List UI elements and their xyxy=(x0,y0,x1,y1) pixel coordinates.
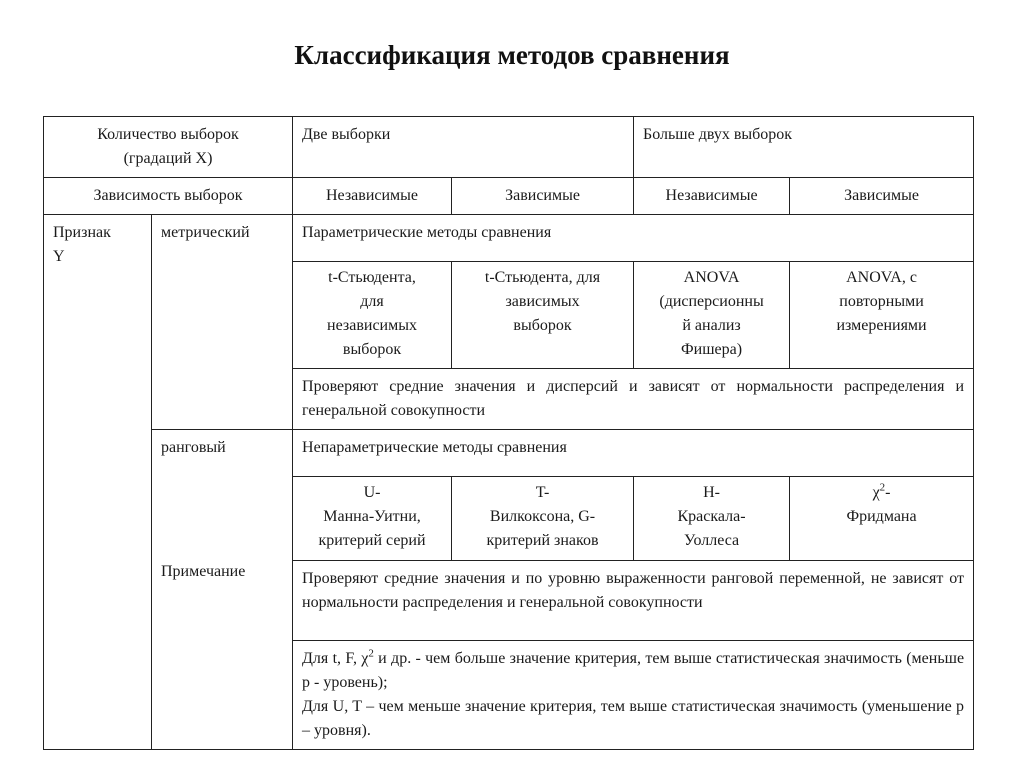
nonparam-method-kruskal-wallis: H- Краскала- Уоллеса xyxy=(634,477,790,561)
nonparam-method-friedman: $\chi^2-$ Фридмана xyxy=(790,477,974,561)
multi-independent-header: Независимые xyxy=(634,178,790,215)
nonparam-method-mann-whitney: U- Манна-Уитни, критерий серий xyxy=(293,477,452,561)
table-row xyxy=(44,215,974,262)
rank-type-cell: ранговый Примечание xyxy=(152,430,293,750)
more-samples-header: Больше двух выборок xyxy=(634,117,974,178)
param-method-anova-repeated: ANOVA, с повторными измерениями xyxy=(790,262,974,369)
table-row xyxy=(44,430,974,477)
metric-type-cell: метрический xyxy=(152,215,293,430)
parametric-methods-title: Параметрические методы сравнения xyxy=(293,215,974,262)
dependence-header: Зависимость выборок xyxy=(44,178,293,215)
classification-table xyxy=(43,116,974,750)
two-dependent-header: Зависимые xyxy=(452,178,634,215)
nonparametric-methods-title: Непараметрические методы сравнения xyxy=(293,430,974,477)
nonparam-method-wilcoxon: T- Вилкоксона, G- критерий знаков xyxy=(452,477,634,561)
two-samples-header: Две выборки xyxy=(293,117,634,178)
table-row xyxy=(44,117,974,178)
significance-note: Для t, F, $\chi^2$ и др. - чем больше значение критерия, тем выше статистическая значимость (меньше р - уровень); Для U, T – чем меньше значение критерия, тем выше статистическая значимость (уменьшение р – уровня). xyxy=(293,641,974,750)
param-method-anova: ANOVA (дисперсионны й анализ Фишера) xyxy=(634,262,790,369)
table-row xyxy=(44,178,974,215)
parametric-note: Проверяют средние значения и дисперсий и зависят от нормальности распределения и генеральной совокупности xyxy=(293,369,974,430)
two-independent-header: Независимые xyxy=(293,178,452,215)
feature-y-cell: Признак Y xyxy=(44,215,152,750)
note-label: Примечание xyxy=(161,563,246,580)
param-method-t-independent: t-Стьюдента, для независимых выборок xyxy=(293,262,452,369)
multi-dependent-header: Зависимые xyxy=(790,178,974,215)
samples-count-header: Количество выборок (градаций X) xyxy=(44,117,293,178)
page-title: Классификация методов сравнения xyxy=(294,40,730,70)
param-method-t-dependent: t-Стьюдента, для зависимых выборок xyxy=(452,262,634,369)
nonparametric-note: Проверяют средние значения и по уровню выраженности ранговой переменной, не зависят от нормальности распределения и генеральной совокупности xyxy=(293,561,974,641)
